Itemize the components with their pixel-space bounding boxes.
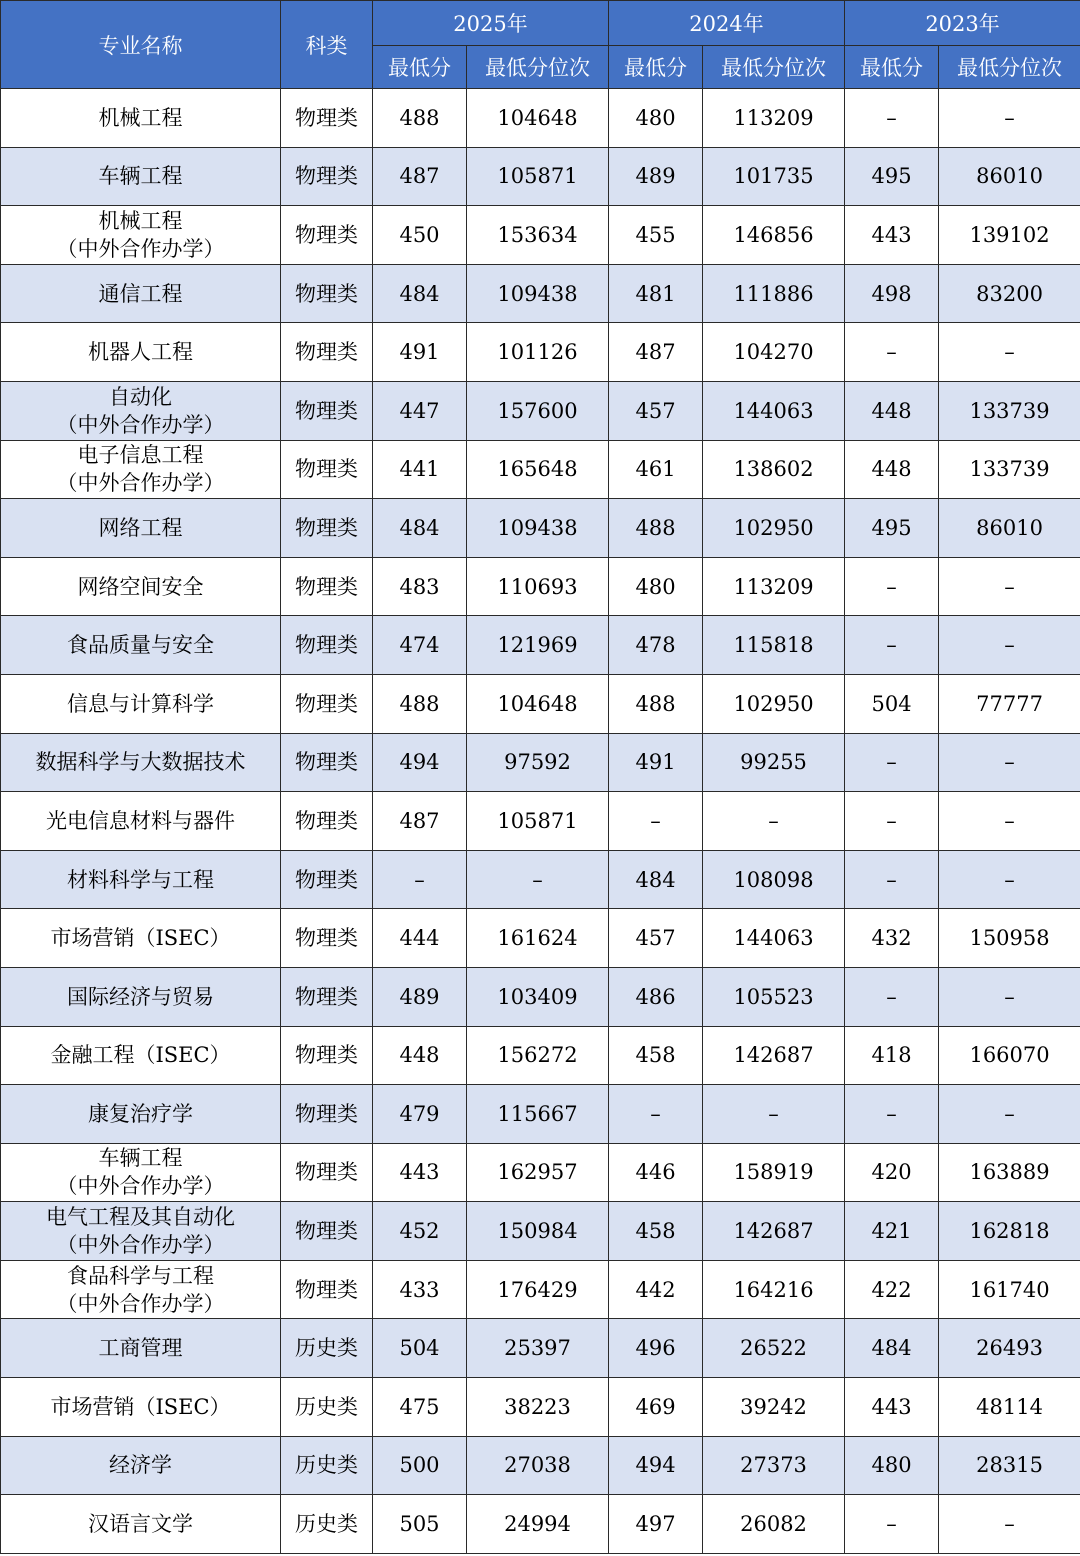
min-rank-2025-cell: 24994 <box>467 1495 609 1554</box>
min-score-2023-cell: 495 <box>845 499 939 558</box>
header-category: 科类 <box>281 1 373 89</box>
header-major-name: 专业名称 <box>1 1 281 89</box>
min-rank-2024-cell: 113209 <box>703 557 845 616</box>
major-name-line: 机械工程 <box>98 105 183 130</box>
major-name-cell <box>1 1495 281 1554</box>
major-name-line: 车辆工程 <box>98 164 183 189</box>
major-name-cell <box>1 499 281 558</box>
min-rank-2023-cell: – <box>939 792 1080 851</box>
min-rank-2025-cell: 121969 <box>467 616 609 675</box>
table-row <box>1 1378 1080 1437</box>
major-name-line: （中外合作办学） <box>56 1233 225 1258</box>
min-score-2024-cell: 442 <box>609 1260 703 1319</box>
min-rank-2025-cell: 97592 <box>467 733 609 792</box>
min-score-2025-cell: 433 <box>373 1260 467 1319</box>
min-rank-2025-cell: 109438 <box>467 499 609 558</box>
table-row <box>1 440 1080 499</box>
major-name-line: 数据科学与大数据技术 <box>35 750 246 775</box>
min-score-2023-cell: – <box>845 89 939 148</box>
major-name-cell <box>1 967 281 1026</box>
min-rank-2025-cell: 104648 <box>467 89 609 148</box>
category-cell: 物理类 <box>281 1260 373 1319</box>
min-score-2024-cell: 455 <box>609 206 703 265</box>
min-rank-2024-cell: 142687 <box>703 1202 845 1261</box>
table-row <box>1 1026 1080 1085</box>
major-name-line: 自动化 <box>109 384 172 409</box>
min-score-2023-cell: 495 <box>845 147 939 206</box>
min-score-2023-cell: 422 <box>845 1260 939 1319</box>
min-rank-2024-cell: 158919 <box>703 1143 845 1202</box>
major-name-cell <box>1 733 281 792</box>
min-score-2023-cell: – <box>845 733 939 792</box>
category-cell: 物理类 <box>281 674 373 733</box>
min-score-2025-cell: 489 <box>373 967 467 1026</box>
min-score-2024-cell: 484 <box>609 850 703 909</box>
min-score-2023-cell: 443 <box>845 1378 939 1437</box>
min-score-2025-cell: 484 <box>373 499 467 558</box>
min-rank-2025-cell: 38223 <box>467 1378 609 1437</box>
major-name-cell <box>1 381 281 440</box>
min-rank-2023-cell: 83200 <box>939 264 1080 323</box>
min-score-2023-cell: – <box>845 967 939 1026</box>
table-row <box>1 381 1080 440</box>
min-score-2024-cell: 458 <box>609 1202 703 1261</box>
major-name-line: 电气工程及其自动化 <box>46 1205 235 1230</box>
min-rank-2024-cell: 111886 <box>703 264 845 323</box>
header-year-2023: 2023年 <box>845 1 1080 46</box>
min-rank-2024-cell: 115818 <box>703 616 845 675</box>
min-rank-2025-cell: 105871 <box>467 792 609 851</box>
major-name-line: 市场营销（ISEC） <box>50 1394 231 1419</box>
major-name-cell <box>1 1026 281 1085</box>
min-score-2025-cell: 505 <box>373 1495 467 1554</box>
min-rank-2023-cell: 86010 <box>939 147 1080 206</box>
min-score-2025-cell: 441 <box>373 440 467 499</box>
min-score-2024-cell: 480 <box>609 557 703 616</box>
min-score-2024-cell: 489 <box>609 147 703 206</box>
major-name-line: 金融工程（ISEC） <box>50 1043 231 1068</box>
min-score-2025-cell: 491 <box>373 323 467 382</box>
major-name-line: 机械工程 <box>98 208 183 233</box>
min-rank-2023-cell: 28315 <box>939 1436 1080 1495</box>
min-rank-2024-cell: 146856 <box>703 206 845 265</box>
major-name-line: （中外合作办学） <box>56 236 225 261</box>
table-row <box>1 1495 1080 1554</box>
min-score-2023-cell: 421 <box>845 1202 939 1261</box>
min-rank-2025-cell: 101126 <box>467 323 609 382</box>
table-row <box>1 206 1080 265</box>
header-year-2025: 2025年 <box>373 1 609 46</box>
min-rank-2025-cell: 150984 <box>467 1202 609 1261</box>
table-row <box>1 616 1080 675</box>
table-row <box>1 1436 1080 1495</box>
category-cell: 物理类 <box>281 967 373 1026</box>
table-body <box>1 89 1080 1554</box>
min-score-2024-cell: 488 <box>609 499 703 558</box>
min-score-2023-cell: – <box>845 323 939 382</box>
major-name-cell <box>1 1202 281 1261</box>
major-name-cell <box>1 89 281 148</box>
min-rank-2023-cell: – <box>939 1085 1080 1144</box>
category-cell: 物理类 <box>281 909 373 968</box>
header-min-score: 最低分 <box>373 46 467 89</box>
category-cell: 物理类 <box>281 381 373 440</box>
min-score-2024-cell: 486 <box>609 967 703 1026</box>
min-score-2025-cell: 475 <box>373 1378 467 1437</box>
min-rank-2024-cell: 26522 <box>703 1319 845 1378</box>
category-cell: 物理类 <box>281 1026 373 1085</box>
min-score-2023-cell: 484 <box>845 1319 939 1378</box>
category-cell: 物理类 <box>281 616 373 675</box>
min-score-2025-cell: 487 <box>373 147 467 206</box>
min-score-2024-cell: 488 <box>609 674 703 733</box>
min-rank-2024-cell: 138602 <box>703 440 845 499</box>
min-rank-2023-cell: 48114 <box>939 1378 1080 1437</box>
header-min-score: 最低分 <box>609 46 703 89</box>
min-score-2023-cell: – <box>845 557 939 616</box>
min-rank-2024-cell: 104270 <box>703 323 845 382</box>
min-rank-2025-cell: 153634 <box>467 206 609 265</box>
major-name-line: 市场营销（ISEC） <box>50 926 231 951</box>
min-score-2025-cell: – <box>373 850 467 909</box>
major-name-cell <box>1 557 281 616</box>
min-rank-2023-cell: 162818 <box>939 1202 1080 1261</box>
min-score-2024-cell: 478 <box>609 616 703 675</box>
major-name-line: 材料科学与工程 <box>67 867 214 892</box>
min-score-2025-cell: 483 <box>373 557 467 616</box>
major-name-cell <box>1 1436 281 1495</box>
category-cell: 物理类 <box>281 206 373 265</box>
min-score-2024-cell: – <box>609 792 703 851</box>
min-score-2024-cell: 469 <box>609 1378 703 1437</box>
major-name-line: （中外合作办学） <box>56 1291 225 1316</box>
min-rank-2023-cell: 133739 <box>939 440 1080 499</box>
min-score-2024-cell: 461 <box>609 440 703 499</box>
major-name-cell <box>1 206 281 265</box>
major-name-line: 光电信息材料与器件 <box>46 808 235 833</box>
major-name-line: 食品质量与安全 <box>67 633 214 658</box>
category-cell: 物理类 <box>281 1085 373 1144</box>
category-cell: 历史类 <box>281 1319 373 1378</box>
min-rank-2023-cell: 133739 <box>939 381 1080 440</box>
major-name-cell <box>1 264 281 323</box>
min-score-2025-cell: 504 <box>373 1319 467 1378</box>
major-name-cell <box>1 792 281 851</box>
min-score-2024-cell: 494 <box>609 1436 703 1495</box>
min-rank-2023-cell: – <box>939 557 1080 616</box>
header-min-rank: 最低分位次 <box>467 46 609 89</box>
min-rank-2025-cell: 27038 <box>467 1436 609 1495</box>
min-rank-2024-cell: 144063 <box>703 909 845 968</box>
major-name-cell <box>1 323 281 382</box>
min-rank-2024-cell: 164216 <box>703 1260 845 1319</box>
min-score-2023-cell: 432 <box>845 909 939 968</box>
min-score-2023-cell: – <box>845 792 939 851</box>
min-score-2025-cell: 494 <box>373 733 467 792</box>
min-rank-2023-cell: – <box>939 850 1080 909</box>
category-cell: 历史类 <box>281 1378 373 1437</box>
table-row <box>1 557 1080 616</box>
min-rank-2023-cell: 77777 <box>939 674 1080 733</box>
min-rank-2023-cell: 166070 <box>939 1026 1080 1085</box>
category-cell: 物理类 <box>281 264 373 323</box>
table-row <box>1 1260 1080 1319</box>
min-rank-2023-cell: 163889 <box>939 1143 1080 1202</box>
min-score-2024-cell: 491 <box>609 733 703 792</box>
table-row <box>1 792 1080 851</box>
major-name-cell <box>1 440 281 499</box>
major-name-cell <box>1 1085 281 1144</box>
major-name-cell <box>1 616 281 675</box>
min-rank-2025-cell: 103409 <box>467 967 609 1026</box>
major-name-cell <box>1 850 281 909</box>
category-cell: 物理类 <box>281 850 373 909</box>
table-header <box>1 1 1080 89</box>
min-score-2024-cell: 496 <box>609 1319 703 1378</box>
min-score-2024-cell: 457 <box>609 381 703 440</box>
table-row <box>1 1085 1080 1144</box>
min-rank-2023-cell: – <box>939 733 1080 792</box>
major-name-line: 汉语言文学 <box>88 1512 193 1537</box>
min-rank-2024-cell: 113209 <box>703 89 845 148</box>
min-score-2024-cell: 446 <box>609 1143 703 1202</box>
min-rank-2024-cell: 108098 <box>703 850 845 909</box>
category-cell: 物理类 <box>281 1202 373 1261</box>
table-row <box>1 89 1080 148</box>
table-row <box>1 1202 1080 1261</box>
major-name-cell <box>1 1319 281 1378</box>
min-score-2023-cell: – <box>845 616 939 675</box>
table-row <box>1 850 1080 909</box>
min-score-2025-cell: 484 <box>373 264 467 323</box>
min-rank-2024-cell: 26082 <box>703 1495 845 1554</box>
min-score-2023-cell: 420 <box>845 1143 939 1202</box>
min-score-2025-cell: 488 <box>373 674 467 733</box>
min-score-2025-cell: 443 <box>373 1143 467 1202</box>
major-name-cell <box>1 1260 281 1319</box>
min-score-2025-cell: 487 <box>373 792 467 851</box>
min-score-2024-cell: 480 <box>609 89 703 148</box>
category-cell: 历史类 <box>281 1495 373 1554</box>
min-rank-2025-cell: 156272 <box>467 1026 609 1085</box>
major-name-line: 电子信息工程 <box>77 443 204 468</box>
min-rank-2023-cell: 161740 <box>939 1260 1080 1319</box>
major-name-line: 机器人工程 <box>88 340 193 365</box>
category-cell: 物理类 <box>281 1143 373 1202</box>
min-rank-2024-cell: 142687 <box>703 1026 845 1085</box>
min-rank-2024-cell: 102950 <box>703 674 845 733</box>
header-year-2024: 2024年 <box>609 1 845 46</box>
table-row <box>1 1143 1080 1202</box>
min-score-2025-cell: 479 <box>373 1085 467 1144</box>
min-rank-2025-cell: – <box>467 850 609 909</box>
major-name-cell <box>1 1143 281 1202</box>
min-rank-2024-cell: 39242 <box>703 1378 845 1437</box>
min-score-2025-cell: 447 <box>373 381 467 440</box>
min-rank-2024-cell: 101735 <box>703 147 845 206</box>
min-rank-2024-cell: 99255 <box>703 733 845 792</box>
min-score-2025-cell: 474 <box>373 616 467 675</box>
min-rank-2024-cell: 102950 <box>703 499 845 558</box>
min-rank-2025-cell: 161624 <box>467 909 609 968</box>
min-score-2025-cell: 452 <box>373 1202 467 1261</box>
major-name-line: 康复治疗学 <box>88 1101 193 1126</box>
category-cell: 物理类 <box>281 733 373 792</box>
min-rank-2023-cell: 86010 <box>939 499 1080 558</box>
major-name-line: 车辆工程 <box>98 1146 183 1171</box>
min-rank-2025-cell: 25397 <box>467 1319 609 1378</box>
category-cell: 物理类 <box>281 440 373 499</box>
min-rank-2025-cell: 157600 <box>467 381 609 440</box>
min-score-2024-cell: 487 <box>609 323 703 382</box>
major-name-line: （中外合作办学） <box>56 471 225 496</box>
min-score-2023-cell: – <box>845 1085 939 1144</box>
min-rank-2024-cell: – <box>703 792 845 851</box>
min-rank-2023-cell: – <box>939 616 1080 675</box>
min-score-2025-cell: 450 <box>373 206 467 265</box>
min-rank-2025-cell: 176429 <box>467 1260 609 1319</box>
min-rank-2024-cell: 105523 <box>703 967 845 1026</box>
min-score-2023-cell: 448 <box>845 381 939 440</box>
category-cell: 物理类 <box>281 323 373 382</box>
category-cell: 物理类 <box>281 792 373 851</box>
major-name-line: 网络工程 <box>98 515 183 540</box>
table-row <box>1 264 1080 323</box>
major-name-cell <box>1 147 281 206</box>
min-score-2024-cell: – <box>609 1085 703 1144</box>
major-name-cell <box>1 1378 281 1437</box>
table-row <box>1 147 1080 206</box>
table-row <box>1 323 1080 382</box>
min-score-2025-cell: 448 <box>373 1026 467 1085</box>
min-score-2025-cell: 444 <box>373 909 467 968</box>
category-cell: 物理类 <box>281 499 373 558</box>
category-cell: 物理类 <box>281 147 373 206</box>
min-score-2023-cell: 443 <box>845 206 939 265</box>
major-name-line: 网络空间安全 <box>77 574 204 599</box>
min-rank-2025-cell: 162957 <box>467 1143 609 1202</box>
min-score-2023-cell: 480 <box>845 1436 939 1495</box>
major-name-line: 信息与计算科学 <box>67 691 214 716</box>
major-name-line: 经济学 <box>109 1453 172 1478</box>
min-rank-2025-cell: 109438 <box>467 264 609 323</box>
table-row <box>1 733 1080 792</box>
min-rank-2025-cell: 110693 <box>467 557 609 616</box>
major-name-line: 食品科学与工程 <box>67 1263 214 1288</box>
header-min-rank: 最低分位次 <box>703 46 845 89</box>
table-row <box>1 1319 1080 1378</box>
min-score-2023-cell: – <box>845 850 939 909</box>
category-cell: 物理类 <box>281 89 373 148</box>
min-score-2025-cell: 488 <box>373 89 467 148</box>
major-name-line: 通信工程 <box>98 281 183 306</box>
min-score-2023-cell: – <box>845 1495 939 1554</box>
category-cell: 历史类 <box>281 1436 373 1495</box>
min-rank-2023-cell: – <box>939 323 1080 382</box>
major-name-line: 国际经济与贸易 <box>67 984 214 1009</box>
table-row <box>1 909 1080 968</box>
min-score-2023-cell: 448 <box>845 440 939 499</box>
min-score-2024-cell: 481 <box>609 264 703 323</box>
min-rank-2024-cell: 144063 <box>703 381 845 440</box>
min-rank-2024-cell: – <box>703 1085 845 1144</box>
major-name-cell <box>1 674 281 733</box>
major-name-cell <box>1 909 281 968</box>
min-score-2023-cell: 418 <box>845 1026 939 1085</box>
header-min-score: 最低分 <box>845 46 939 89</box>
min-score-2023-cell: 498 <box>845 264 939 323</box>
min-score-2024-cell: 497 <box>609 1495 703 1554</box>
min-rank-2025-cell: 115667 <box>467 1085 609 1144</box>
min-rank-2023-cell: – <box>939 89 1080 148</box>
min-rank-2023-cell: 139102 <box>939 206 1080 265</box>
min-rank-2025-cell: 165648 <box>467 440 609 499</box>
min-score-2025-cell: 500 <box>373 1436 467 1495</box>
major-name-line: 工商管理 <box>98 1336 183 1361</box>
min-rank-2023-cell: – <box>939 1495 1080 1554</box>
min-score-2023-cell: 504 <box>845 674 939 733</box>
major-name-line: （中外合作办学） <box>56 1174 225 1199</box>
table-row <box>1 499 1080 558</box>
header-min-rank: 最低分位次 <box>939 46 1080 89</box>
min-rank-2023-cell: 150958 <box>939 909 1080 968</box>
table-row <box>1 674 1080 733</box>
major-name-line: （中外合作办学） <box>56 412 225 437</box>
category-cell: 物理类 <box>281 557 373 616</box>
min-score-2024-cell: 457 <box>609 909 703 968</box>
min-rank-2024-cell: 27373 <box>703 1436 845 1495</box>
min-rank-2025-cell: 104648 <box>467 674 609 733</box>
table-row <box>1 967 1080 1026</box>
min-rank-2025-cell: 105871 <box>467 147 609 206</box>
min-score-2024-cell: 458 <box>609 1026 703 1085</box>
min-rank-2023-cell: – <box>939 967 1080 1026</box>
min-rank-2023-cell: 26493 <box>939 1319 1080 1378</box>
